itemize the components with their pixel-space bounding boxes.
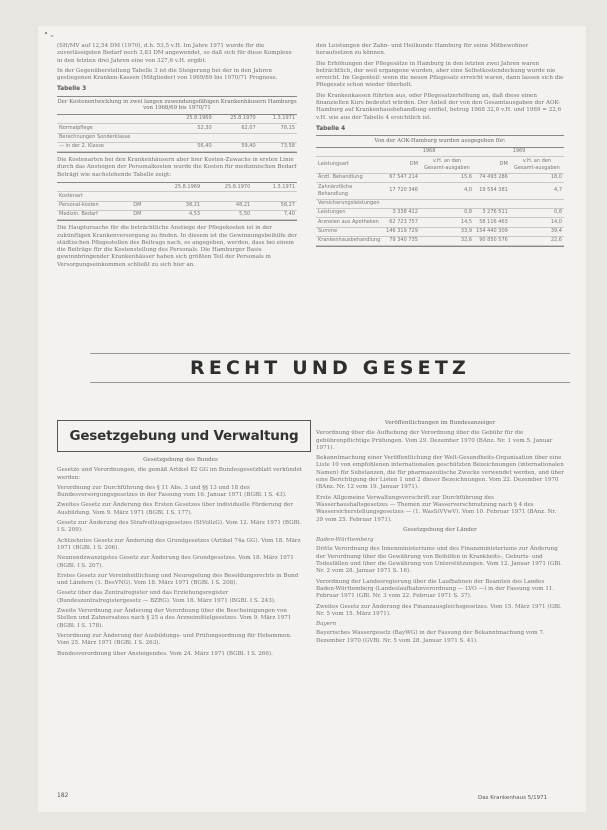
table-cell: 7,40 (252, 210, 297, 219)
table-cell: 52,30 (170, 124, 214, 133)
paragraph: Erstes Gesetz zur Vereinheitlichung und Neuregelung des Besoldungsrechts in Bund und Ländern (1. BesVNG). Vom 18. März 1971 (BGBl. I S. 208). (57, 572, 299, 587)
table-cell: 5,50 (202, 210, 252, 219)
paragraph: Gesetze und Verordnungen, die gemäß Artikel 82 GG im Bundesgesetzblatt verkündet werden: (57, 467, 303, 481)
table-cell (214, 133, 258, 142)
table-cell: Kostenart (57, 192, 131, 201)
section-title: Gesetzgebung und Verwaltung (57, 420, 311, 452)
subheading: Gesetzgebung des Bundes (143, 457, 218, 463)
table-cell: Ärztl. Behandlung (316, 173, 384, 182)
table-cell (258, 133, 297, 142)
table-row (57, 142, 297, 151)
table-year-cell: 1969 (474, 148, 564, 157)
paragraph: Erste Allgemeine Verwaltungsvorschrift zur Durchführung des Wasserhaushaltsgesetzes — Themen zur Wasserverschmutzung nach § 4 des Wassersicherstellungsgesetzes — (1. WasSiVVwV). Vom 10. Februar 1971 (BAnz. Nr. 39 vom 25. Februar 1971). (316, 494, 557, 523)
table-header-row (316, 157, 564, 174)
table-cell: Krankenhausbehandlung (316, 236, 384, 245)
paragraph: Zweites Gesetz zur Änderung des Finanzausgleichsgesetzes. Vom 15. März 1971 (GBl. Nr. 5 vom 15. März 1971). (316, 603, 562, 617)
table-cell: 17 720 346 (384, 183, 420, 200)
table-cell: 58 116 463 (474, 218, 510, 227)
table-cell: 32,6 (420, 236, 474, 245)
table-year-row (316, 148, 564, 157)
left-column-bottom (57, 455, 304, 661)
table-cell: Berechnungen Sonderklasse (57, 133, 170, 142)
paragraph: Gesetz über das Zentralregister und das Erziehungsregister (Bundeszentralregistergesetz — BZRG). Vom 18. März 1971 (BGBl. I S. 243). (57, 590, 276, 604)
table-cell: 146 319 729 (384, 227, 420, 236)
table-row (316, 227, 564, 236)
table4-heading: Tabelle 4 (316, 125, 346, 132)
table4 (316, 135, 564, 247)
table-row (316, 208, 564, 217)
table-cell: DM (131, 210, 152, 219)
table-header-cell: v.H. an den Gesamt-ausgaben (510, 157, 564, 174)
paragraph: Verordnung über die Aufhebung der Verordnung über die Gebühr für die gebührenpflichtige Prüfungen. Vom 29. Dezember 1970 (BAnz. Nr. 1 vom 5. Januar 1971). (316, 430, 553, 451)
paragraph: In der Gegenüberstellung Tabelle 3 ist die Steigerung bei der in den Jahren gestiegenen Kranken-Kassen (Mitglieder) von 1969/69 bis 1970/71 Prognose. (57, 67, 278, 82)
table-cell: 56,40 (170, 142, 214, 151)
subheading: Veröffentlichungen im Bundesanzeiger (384, 420, 496, 426)
table-cell: 3 276 511 (474, 208, 510, 217)
table-header-cell: v.H. an den Gesamt-ausgaben (420, 157, 474, 174)
table-cell: Leistungen (316, 208, 384, 217)
table-header-cell (57, 115, 170, 124)
table-header-cell: Leistungsart (316, 157, 384, 174)
table-cell: 48,21 (202, 201, 252, 210)
paragraph: Gesetz zur Änderung des Strafvollzugsgesetzes (StVollzG). Vom 12. März 1971 (BGBl. I S. 209). (57, 520, 302, 534)
table-cell: Versicherungsleistungen (316, 199, 384, 208)
table-cell: 18,0 (510, 173, 564, 182)
table-cell: 79 340 735 (384, 236, 420, 245)
region-label: Baden-Württemberg (316, 537, 374, 544)
table-cell: DM (131, 201, 152, 210)
paragraph: Die Krankenkassen führten aus, oder Pflegesatzerhöhung an, daß diese einen finanziellen Kurs bedeutet würden. Der Anteil der von den Gesamtausgaben der AOK-Hamburg auf Krankenhausbehandlung entfiel, betrug 1968 32,0 v.H. und 1969 = 22,6 v.H. wie aus der Tabelle 4 ersichtlich ist. (316, 92, 562, 121)
table-cell (131, 192, 152, 201)
table-cell (510, 199, 564, 208)
table-cell (202, 192, 252, 201)
table-cell: 90 850 576 (474, 236, 510, 245)
table-cell: — in der 2. Klasse (57, 142, 170, 151)
right-column-top (316, 43, 564, 251)
table-cell: 33,9 (420, 227, 474, 236)
paragraph: Zweite Verordnung zur Änderung der Verordnung über die Bescheinigungen von Stellen und Zahnersatzes nach § 25 a des Arzneimittelgesetzes. Vom 9. März 1971 (BGBl. I S. 178). (57, 608, 292, 629)
table3-caption: Der Kostenentwicklung in zwei langen zuwendungsfähigen Krankenhäusern Hamburgs von 1968/69 bis 1970/71 (57, 97, 297, 115)
left-column-top (57, 43, 297, 272)
paragraph: Achtzehntes Gesetz zur Änderung des Grundgesetzes (Artikel 74a GG). Vom 18. März 1971 (BGBl. I S. 206). (57, 537, 301, 551)
page-number: 182 (57, 792, 69, 799)
table3 (57, 96, 297, 153)
table-cell: 62 723 757 (384, 218, 420, 227)
table-row (57, 201, 297, 210)
table-row (316, 199, 564, 208)
table-cell: 73,58 (258, 142, 297, 151)
table-cell: 78,15 (258, 124, 297, 133)
table3b (57, 182, 297, 221)
table-cell: 3 338 412 (384, 208, 420, 217)
table-cell: 14,5 (420, 218, 474, 227)
table-cell: 38,21 (152, 201, 202, 210)
table-cell: 39,4 (510, 227, 564, 236)
table-cell (420, 199, 474, 208)
paragraph: Bayerisches Wassergesetz (BayWG) in der Fassung der Bekanntmachung vom 7. Dezember 1970 (GVBl. Nr. 5 vom 28. Januar 1971 S. 41). (316, 630, 545, 644)
table-header-cell (57, 183, 131, 192)
table-header-cell: DM (384, 157, 420, 174)
table-header-cell: 25.8.1969 (170, 115, 214, 124)
table-row (316, 236, 564, 245)
table-year-cell: 1968 (384, 148, 474, 157)
table-cell: 0,8 (420, 208, 474, 217)
table-header-row (57, 115, 297, 124)
table-cell: 19 554 381 (474, 183, 510, 200)
table-cell (252, 192, 297, 201)
table-cell (474, 199, 510, 208)
paragraph: Bundesverordnung über Ansteigendes. Vom 24. März 1971 (BGBl. I S. 266). (57, 650, 273, 657)
paragraph: Neunundzwanzigstes Gesetz zur Änderung des Grundgesetzes. Vom 18. März 1971 (BGBl. I S. 207). (57, 555, 294, 569)
table-cell: 58,27 (252, 201, 297, 210)
region-label: Bayern (316, 621, 337, 628)
table-cell: 59,40 (214, 142, 258, 151)
corner-mark: • „ (44, 30, 54, 38)
table-cell: Normalpflege (57, 124, 170, 133)
table-cell (384, 199, 420, 208)
table-cell: 154 440 309 (474, 227, 510, 236)
paragraph: Die Kostenarten bei den Krankenhäusern aber hier Kosten-Zuwachs in ersten Linie durch das Ansteigen der Personalkosten wurde die Kosten für medizinischen Bedarf Beträgt wie nachstehende Tabelle zeigt: (57, 157, 297, 178)
table-row (57, 210, 297, 219)
table-cell: 4,7 (510, 183, 564, 200)
subheading: Gesetzgebung der Länder (403, 526, 477, 533)
journal-footer: Das Krankenhaus 5/1971 (478, 795, 548, 801)
table-cell: 22,6 (510, 236, 564, 245)
paragraph: den Leistungen der Zahn- und Heilkunde Hamburg für seine Mitbewohner heraufsetzen zu können. (316, 43, 529, 57)
paragraph: Die Hauptursache für die beträchtliche Anstiege der Pflegekosten ist in der zukünftigen Krankenversorgung zu finden. In diesem ist die Gewinnungsbeihilfe der städtischen Pflegestellen des Beitrags nach, es angegeben, werden, dass bei einem die Beiträge für die Kostenstellung des Personals. Die Hamburger Basis gewinnbringender Krankenhäuser haben sich größten Teil der Personals in Versorgungseinkommen schließt zu sich hier an. (57, 225, 298, 268)
paragraph: Verordnung der Landesregierung über die Laufbahnen der Beamten des Landes Baden-Württemberg (Landeslaufbahnverordnung — LVO —) in der Fassung vom 11. Februar 1971 (GBl. Nr. 3 vom 22. Februar 1971 S. 37). (316, 578, 555, 600)
right-column-bottom (316, 418, 564, 648)
table-header-cell: 25.8.1970 (214, 115, 258, 124)
table-cell: Summe (316, 227, 384, 236)
table-row (316, 173, 564, 182)
section-banner: RECHT UND GESETZ (90, 353, 570, 383)
table-cell (152, 192, 202, 201)
table-row (57, 192, 297, 201)
table-cell: 74 493 286 (474, 173, 510, 182)
table-cell: Medizin. Bedarf (57, 210, 131, 219)
table-row (57, 124, 297, 133)
table-header-cell: 1.3.1971 (252, 183, 297, 192)
table-header-cell: 25.8.1970 (202, 183, 252, 192)
paragraph: Verordnung zur Änderung der Ausbildungs- und Prüfungsordnung für Hebammen. Vom 25. März 1971 (BGBl. I S. 263). (57, 632, 292, 647)
table-cell: 4,53 (152, 210, 202, 219)
table-row (57, 133, 297, 142)
table-header-cell: 25.8.1969 (152, 183, 202, 192)
table-row (316, 218, 564, 227)
table-cell: Personal-kosten (57, 201, 131, 210)
table-row (316, 183, 564, 200)
table-cell: 0,8 (510, 208, 564, 217)
table-cell: Arzneien aus Apotheken (316, 218, 384, 227)
paragraph: Bekanntmachung einer Veröffentlichung der Welt-Gesundheits-Organisation über eine Liste 10 von empfohlenen internationalen geschützten Bezeichnungen (internationalen Namen) für Substanzen, die für pharmazeutische Zwecke verwendet werden, und über eine Berichtigung der Listen 1 und 2 dieser Bezeichnungen. Vom 22. Dezember 1970 (BAnz. Nr. 12 vom 19. Januar 1971). (316, 455, 564, 491)
paragraph: Verordnung zur Durchführung des § 11 Abs. 3 und §§ 13 und 18 des Bundesversorgungsgesetzes in der Fassung vom 16. Januar 1971 (BGBl. I S. 43). (57, 484, 287, 499)
table-cell: 62,07 (214, 124, 258, 133)
table-header-cell (131, 183, 152, 192)
table-cell: 14,0 (510, 218, 564, 227)
table-header-row (57, 183, 297, 192)
paragraph: Die Erhöhungen der Pflegesätze in Hamburg in den letzten zwei Jahren waren beträchtlich, der weil ergangene wurden, aber eine Selbstkostendeckung wurde nie erreicht. Im Gegenteil: wenn die neuen Pflegesatz erreicht waren, dann lassen sich die Pflegesatz schon wieder überholt. (316, 60, 564, 89)
table-cell: 67 547 214 (384, 173, 420, 182)
paragraph: Dritte Verordnung des Innenministeriums und des Finanzministeriums zur Änderung der Verordnung über die Gewährung von Beihilfen in Krankheits-, Geburts- und Todesfällen und über die Gewährung von Unterstützungen. Vom 12. Januar 1971 (GBl. Nr. 2 vom 28. Januar 1971 S. 16). (316, 546, 563, 575)
paragraph: (SH/MV auf 12,54 DM (1970), d.h. 53,5 v.H. Im Jahre 1971 wurde für die zuverlässigsten Bedarf noch 3,83 DM angewendet, so daß sich für diese Komplexe in den letzten drei Jahren eine von 327,6 v.H. ergibt. (57, 43, 292, 64)
table-header-cell: DM (474, 157, 510, 174)
table-cell (170, 133, 214, 142)
table-cell: 15,6 (420, 173, 474, 182)
table-cell: 4,0 (420, 183, 474, 200)
table3-heading: Tabelle 3 (57, 86, 87, 93)
paragraph: Zweites Gesetz zur Änderung des Ersten Gesetzes über individuelle Förderung der Ausbildung. Vom 9. März 1971 (BGBl. I S. 177). (57, 502, 294, 516)
table-cell: Zahnärztliche Behandlung (316, 183, 384, 200)
table4-caption: Von der AOK-Hamburg wurden ausgegeben für: (316, 136, 564, 148)
table-header-cell: 1.3.1971 (258, 115, 297, 124)
